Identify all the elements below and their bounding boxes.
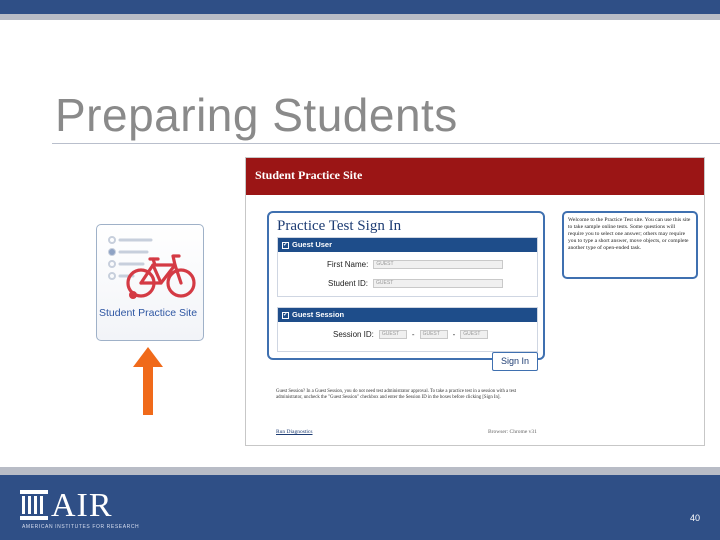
session-dash: - — [452, 330, 456, 339]
run-diagnostics-link[interactable]: Run Diagnostics — [276, 429, 313, 435]
site-card-label: Student Practice Site — [99, 307, 198, 319]
guest-session-header[interactable] — [278, 308, 537, 322]
up-arrow-icon — [133, 347, 163, 415]
first-name-label: First Name: — [327, 260, 369, 269]
top-accent-bar — [0, 0, 720, 14]
sign-in-title: Practice Test Sign In — [277, 218, 402, 234]
guest-session-note: Guest Session? In a Guest Session, you do not need test administrator approval. To take a practice test in a session with a test administrator, uncheck the "Guest Session" checkbox and enter the Session ID in the boxes before clicking [Sign In]. — [276, 389, 517, 400]
session-id-label: Session ID: — [333, 330, 374, 339]
title-divider — [52, 143, 720, 144]
first-name-row — [327, 260, 503, 269]
session-id-part-3[interactable]: GUEST — [460, 330, 488, 339]
guest-session-label: Guest Session — [292, 310, 345, 319]
first-name-input[interactable]: GUEST — [373, 260, 503, 269]
slide-title: Preparing Students — [55, 89, 458, 141]
top-accent-shade — [0, 14, 720, 20]
guest-session-checkbox[interactable]: ✓ — [283, 311, 289, 318]
session-id-part-2[interactable]: GUEST — [420, 330, 448, 339]
student-id-label: Student ID: — [328, 279, 369, 288]
student-practice-site-icon-card[interactable] — [96, 224, 204, 341]
student-id-row — [328, 279, 503, 288]
guest-user-section — [277, 237, 538, 297]
sign-in-button[interactable]: Sign In — [492, 352, 538, 371]
guest-user-header[interactable] — [278, 238, 537, 252]
site-title: Student Practice Site — [255, 168, 363, 182]
guest-user-checkbox[interactable]: ✓ — [283, 241, 289, 248]
browser-info: Browser: Chrome v31 — [488, 429, 537, 435]
student-id-input[interactable]: GUEST — [373, 279, 503, 288]
session-id-part-1[interactable]: GUEST — [379, 330, 407, 339]
guest-session-section — [277, 307, 538, 352]
site-header — [246, 158, 704, 195]
guest-user-label: Guest User — [292, 240, 333, 249]
page-number: 40 — [690, 513, 701, 523]
session-id-row — [333, 330, 488, 339]
sign-in-panel — [267, 211, 545, 360]
session-dash: - — [411, 330, 415, 339]
air-building-icon — [20, 490, 48, 520]
welcome-message: Welcome to the Practice Test site. You can use this site to take sample online tests. Some questions will require you to select one answer; others may require you to type a short answer, move objects, or complete another type of open-ended task. — [562, 211, 698, 279]
air-logo-text: AIR — [51, 487, 113, 524]
practice-site-screenshot — [245, 157, 705, 446]
bottom-accent-shade — [0, 467, 720, 475]
bicycle-list-icon — [103, 231, 199, 307]
air-logo-subtitle: AMERICAN INSTITUTES FOR RESEARCH — [22, 524, 140, 530]
